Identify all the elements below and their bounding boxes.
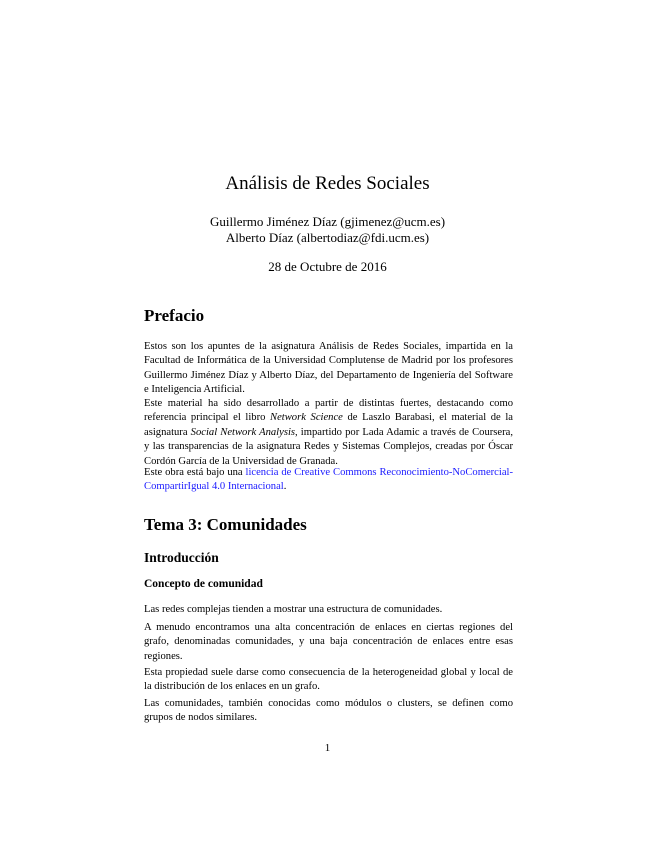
document-date: 28 de Octubre de 2016	[268, 259, 387, 274]
document-title: Análisis de Redes Sociales	[225, 173, 430, 194]
author-line-1: Guillermo Jiménez Díaz (gjimenez@ucm.es)	[209, 214, 446, 229]
prefacio-p3-text-a: Este obra está bajo una	[144, 467, 246, 478]
prefacio-heading: Prefacio	[144, 306, 205, 325]
tema-paragraph-3: Esta propiedad suele darse como consecuencia de la heterogeneidad global y local de la distribución de los enlaces en un grafo.	[144, 667, 513, 693]
prefacio-p2-text-c: , impartido por Lada Adamic a través de Coursera, y las transparencias de la asignatura Redes y Sistemas Complejos, creadas por Óscar Cordón García de la Universidad de Granada.	[144, 426, 514, 467]
book-title: Network Science	[270, 412, 343, 424]
prefacio-paragraph-3	[144, 466, 513, 495]
author-line-2: Alberto Díaz (albertodiaz@fdi.ucm.es)	[225, 230, 430, 245]
course-title: Social Network Analysis	[190, 426, 296, 438]
introduccion-heading: Introducción	[144, 550, 219, 565]
tema-heading: Tema 3: Comunidades	[144, 515, 307, 534]
prefacio-p2-text-a: Este material ha sido desarrollado a partir de distintas fuertes, destacando como referencia principal el libro	[144, 398, 513, 424]
concepto-heading: Concepto de comunidad	[144, 578, 263, 590]
prefacio-p2-text-b: de Laszlo Barabasi, el material de la asignatura	[144, 412, 513, 438]
tema-paragraph-1: Las redes complejas tienden a mostrar una estructura de comunidades.	[144, 604, 443, 615]
tema-paragraph-4: Las comunidades, también conocidas como módulos o clusters, se definen como grupos de nodos similares.	[144, 698, 513, 724]
prefacio-p3-text-b: .	[283, 481, 287, 493]
license-link[interactable]: licencia de Creative Commons Reconocimiento-NoComercial-CompartirIgual 4.0 Internacional	[144, 467, 513, 493]
prefacio-paragraph-2	[144, 397, 513, 469]
page-number: 1	[324, 742, 331, 754]
prefacio-paragraph-1: Estos son los apuntes de la asignatura Análisis de Redes Sociales, impartida en la Facultad de Informática de la Universidad Complutense de Madrid por los profesores Guillermo Jiménez Díaz y Alberto Díaz, del Departamento de Ingeniería del Software e Inteligencia Artificial.	[144, 341, 513, 396]
tema-paragraph-2: A menudo encontramos una alta concentración de enlaces en ciertas regiones del grafo, denominadas comunidades, y una baja concentración de enlaces entre esas regiones.	[144, 622, 513, 662]
